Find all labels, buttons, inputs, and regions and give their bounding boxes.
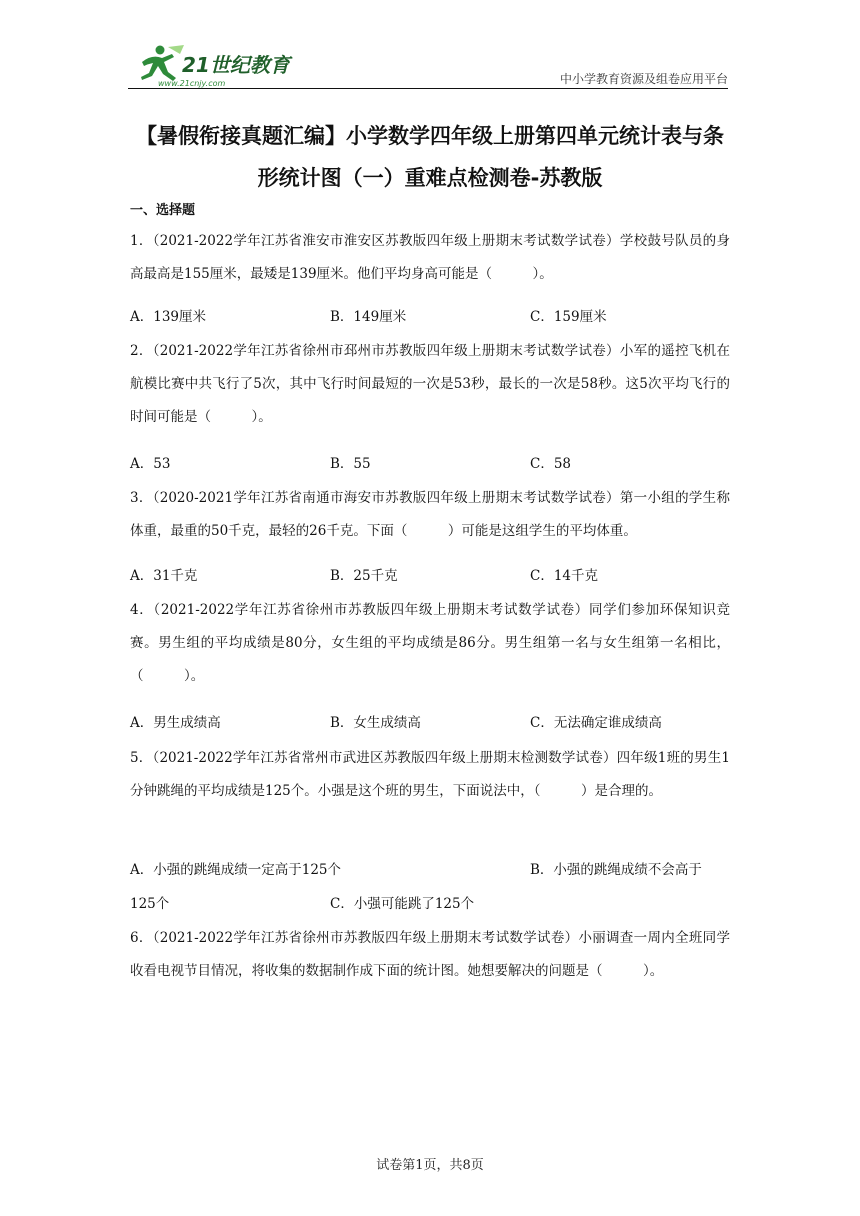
question-4: 4．（2021-2022学年江苏省徐州市苏教版四年级上册期末考试数学试卷）同学们参加环保知识竞赛。男生组的平均成绩是80分，女生组的平均成绩是86分。男生组第一名与女生组第一名相比，（ ）。 — [130, 602, 730, 684]
option-b: B．25千克 — [330, 568, 398, 584]
option-b: B．149厘米 — [330, 309, 407, 325]
question-5-options-row-1 — [130, 855, 730, 885]
option-b: B．女生成绩高 — [330, 715, 421, 731]
option-c: C．58 — [530, 456, 572, 472]
option-a: A．139厘米 — [130, 309, 207, 325]
logo-url: www.21cnjy.com — [158, 79, 226, 88]
header-rule — [128, 88, 728, 89]
question-2: 2．（2021-2022学年江苏省徐州市邳州市苏教版四年级上册期末考试数学试卷）小军的遥控飞机在航模比赛中共飞行了5次，其中飞行时间最短的一次是53秒，最长的一次是58秒。这5次平均飞行的时间可能是（ ）。 — [130, 343, 730, 425]
option-a: A．31千克 — [130, 568, 198, 584]
site-logo — [128, 42, 298, 88]
page-header — [128, 40, 728, 90]
option-c: C．159厘米 — [530, 309, 607, 325]
option-c: C．小强可能跳了125个 — [330, 896, 475, 912]
option-b: B．小强的跳绳成绩不会高于 — [530, 862, 702, 878]
question-6: 6．（2021-2022学年江苏省徐州市苏教版四年级上册期末考试数学试卷）小丽调查一周内全班同学收看电视节目情况，将收集的数据制作成下面的统计图。她想要解决的问题是（ ）。 — [130, 930, 730, 979]
question-5: 5．（2021-2022学年江苏省常州市武进区苏教版四年级上册期末检测数学试卷）四年级1班的男生1分钟跳绳的平均成绩是125个。小强是这个班的男生，下面说法中，（ ）是合理的。 — [130, 750, 730, 799]
option-c: C．无法确定谁成绩高 — [530, 715, 662, 731]
option-b: B．55 — [330, 456, 371, 472]
option-a: A．小强的跳绳成绩一定高于125个 — [130, 862, 342, 878]
question-5-options-row-2 — [130, 889, 730, 919]
logo-text: 21世纪教育 — [182, 53, 290, 77]
document-title-line-1: 【暑假衔接真题汇编】小学数学四年级上册第四单元统计表与条 — [136, 124, 724, 148]
document-title-line-2: 形统计图（一）重难点检测卷-苏教版 — [257, 166, 603, 190]
option-c: C．14千克 — [530, 568, 599, 584]
question-2-options — [130, 449, 730, 479]
question-3: 3．（2020-2021学年江苏省南通市海安市苏教版四年级上册期末考试数学试卷）第一小组的学生称体重，最重的50千克，最轻的26千克。下面（ ）可能是这组学生的平均体重。 — [130, 490, 730, 539]
question-4-options — [130, 708, 730, 738]
question-1-options — [130, 302, 730, 332]
option-b-continued: 125个 — [130, 896, 170, 912]
section-heading: 一、选择题 — [130, 203, 196, 218]
option-a: A．男生成绩高 — [130, 715, 221, 731]
page-footer: 试卷第1页，共8页 — [376, 1158, 484, 1173]
platform-name: 中小学教育资源及组卷应用平台 — [559, 72, 728, 86]
question-1: 1．（2021-2022学年江苏省淮安市淮安区苏教版四年级上册期末考试数学试卷）学校鼓号队员的身高最高是155厘米，最矮是139厘米。他们平均身高可能是（ ）。 — [130, 233, 730, 282]
option-a: A．53 — [130, 456, 171, 472]
question-3-options — [130, 561, 730, 591]
